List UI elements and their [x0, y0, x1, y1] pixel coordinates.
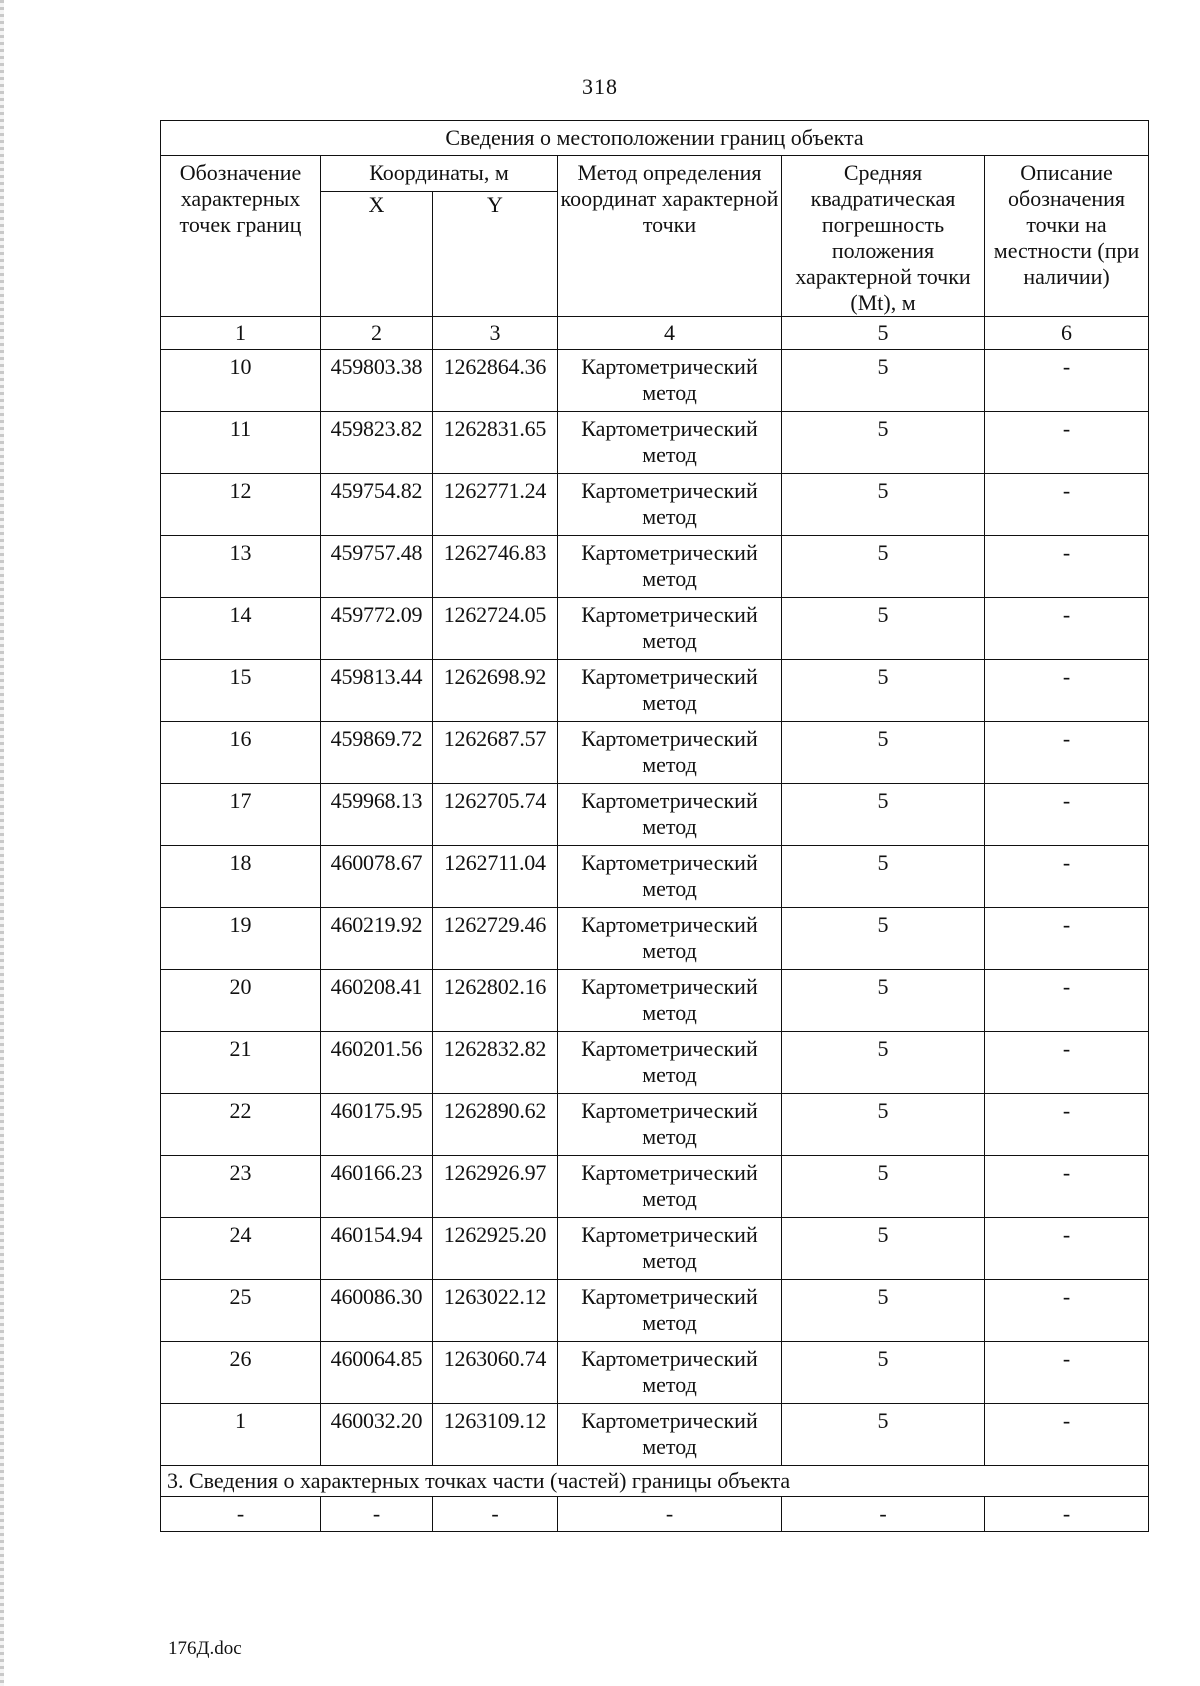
- description-cell: -: [985, 1280, 1149, 1342]
- method-line: Картометрический: [581, 788, 758, 813]
- method-line: Картометрический: [581, 664, 758, 689]
- method-cell: [558, 660, 782, 722]
- accuracy-cell: 5: [782, 598, 985, 660]
- section3-row: [161, 1497, 1149, 1532]
- accuracy-cell: 5: [782, 784, 985, 846]
- point-cell: 12: [161, 474, 321, 536]
- table-row: [161, 660, 1149, 722]
- column-number: 6: [985, 317, 1149, 350]
- table-row: [161, 1094, 1149, 1156]
- point-cell: 10: [161, 350, 321, 412]
- method-line: метод: [642, 504, 697, 529]
- table-row: [161, 412, 1149, 474]
- boundary-table: [160, 120, 1149, 1532]
- point-cell: 17: [161, 784, 321, 846]
- x-coordinate-cell: 460078.67: [321, 846, 433, 908]
- accuracy-cell: 5: [782, 722, 985, 784]
- method-cell: [558, 722, 782, 784]
- y-coordinate-cell: 1262746.83: [433, 536, 558, 598]
- point-cell: 15: [161, 660, 321, 722]
- description-cell: -: [985, 722, 1149, 784]
- y-coordinate-cell: 1262687.57: [433, 722, 558, 784]
- section3-title: 3. Сведения о характерных точках части (частей) границы объекта: [161, 1466, 1149, 1497]
- header-description: Описание обозначения точки на местности (при наличии): [985, 156, 1149, 317]
- accuracy-cell: 5: [782, 846, 985, 908]
- section3-cell: -: [558, 1497, 782, 1532]
- section3-cell: -: [433, 1497, 558, 1532]
- y-coordinate-cell: 1263109.12: [433, 1404, 558, 1466]
- method-cell: [558, 1156, 782, 1218]
- table-row: [161, 1032, 1149, 1094]
- y-coordinate-cell: 1262771.24: [433, 474, 558, 536]
- point-cell: 11: [161, 412, 321, 474]
- table-row: [161, 1342, 1149, 1404]
- description-cell: -: [985, 474, 1149, 536]
- method-line: Картометрический: [581, 478, 758, 503]
- description-cell: -: [985, 784, 1149, 846]
- method-line: Картометрический: [581, 912, 758, 937]
- table-row: [161, 598, 1149, 660]
- point-cell: 13: [161, 536, 321, 598]
- method-cell: [558, 970, 782, 1032]
- method-line: метод: [642, 566, 697, 591]
- accuracy-cell: 5: [782, 536, 985, 598]
- x-coordinate-cell: 459772.09: [321, 598, 433, 660]
- point-cell: 1: [161, 1404, 321, 1466]
- header-point: Обозначение характерных точек границ: [161, 156, 321, 317]
- y-coordinate-cell: 1262864.36: [433, 350, 558, 412]
- table-row: [161, 1280, 1149, 1342]
- method-line: Картометрический: [581, 602, 758, 627]
- header-coords: Координаты, м: [321, 156, 558, 192]
- section3-cell: -: [985, 1497, 1149, 1532]
- method-line: Картометрический: [581, 416, 758, 441]
- method-cell: [558, 1032, 782, 1094]
- header-y: Y: [433, 192, 558, 317]
- accuracy-cell: 5: [782, 970, 985, 1032]
- method-line: метод: [642, 1310, 697, 1335]
- y-coordinate-cell: 1262926.97: [433, 1156, 558, 1218]
- y-coordinate-cell: 1262802.16: [433, 970, 558, 1032]
- table-row: [161, 474, 1149, 536]
- point-cell: 26: [161, 1342, 321, 1404]
- x-coordinate-cell: 460201.56: [321, 1032, 433, 1094]
- method-cell: [558, 784, 782, 846]
- accuracy-cell: 5: [782, 1218, 985, 1280]
- method-line: метод: [642, 1372, 697, 1397]
- y-coordinate-cell: 1262711.04: [433, 846, 558, 908]
- description-cell: -: [985, 846, 1149, 908]
- point-cell: 14: [161, 598, 321, 660]
- point-cell: 16: [161, 722, 321, 784]
- y-coordinate-cell: 1262831.65: [433, 412, 558, 474]
- scan-edge: [0, 0, 4, 1686]
- point-cell: 19: [161, 908, 321, 970]
- point-cell: 24: [161, 1218, 321, 1280]
- method-cell: [558, 598, 782, 660]
- x-coordinate-cell: 459754.82: [321, 474, 433, 536]
- method-cell: [558, 474, 782, 536]
- point-cell: 21: [161, 1032, 321, 1094]
- method-cell: [558, 1342, 782, 1404]
- y-coordinate-cell: 1262890.62: [433, 1094, 558, 1156]
- method-line: метод: [642, 814, 697, 839]
- table-row: [161, 350, 1149, 412]
- x-coordinate-cell: 460175.95: [321, 1094, 433, 1156]
- method-line: Картометрический: [581, 1408, 758, 1433]
- method-line: метод: [642, 1000, 697, 1025]
- y-coordinate-cell: 1262832.82: [433, 1032, 558, 1094]
- section3-cell: -: [321, 1497, 433, 1532]
- description-cell: -: [985, 1032, 1149, 1094]
- method-line: метод: [642, 690, 697, 715]
- method-line: Картометрический: [581, 1036, 758, 1061]
- description-cell: -: [985, 970, 1149, 1032]
- y-coordinate-cell: 1262705.74: [433, 784, 558, 846]
- description-cell: -: [985, 1156, 1149, 1218]
- x-coordinate-cell: 459823.82: [321, 412, 433, 474]
- table-title: Сведения о местоположении границ объекта: [161, 121, 1149, 156]
- x-coordinate-cell: 460064.85: [321, 1342, 433, 1404]
- column-number: 2: [321, 317, 433, 350]
- x-coordinate-cell: 460154.94: [321, 1218, 433, 1280]
- table-row: [161, 908, 1149, 970]
- table-row: [161, 970, 1149, 1032]
- y-coordinate-cell: 1263060.74: [433, 1342, 558, 1404]
- table-row: [161, 1218, 1149, 1280]
- point-cell: 22: [161, 1094, 321, 1156]
- method-cell: [558, 412, 782, 474]
- method-line: Картометрический: [581, 1098, 758, 1123]
- point-cell: 25: [161, 1280, 321, 1342]
- method-line: Картометрический: [581, 1222, 758, 1247]
- method-line: метод: [642, 1062, 697, 1087]
- x-coordinate-cell: 459968.13: [321, 784, 433, 846]
- method-line: Картометрический: [581, 726, 758, 751]
- x-coordinate-cell: 460166.23: [321, 1156, 433, 1218]
- description-cell: -: [985, 1094, 1149, 1156]
- accuracy-cell: 5: [782, 1342, 985, 1404]
- description-cell: -: [985, 350, 1149, 412]
- x-coordinate-cell: 460208.41: [321, 970, 433, 1032]
- section3-cell: -: [161, 1497, 321, 1532]
- x-coordinate-cell: 459813.44: [321, 660, 433, 722]
- x-coordinate-cell: 459869.72: [321, 722, 433, 784]
- method-line: метод: [642, 1434, 697, 1459]
- accuracy-cell: 5: [782, 1032, 985, 1094]
- method-cell: [558, 1280, 782, 1342]
- y-coordinate-cell: 1262698.92: [433, 660, 558, 722]
- method-line: Картометрический: [581, 540, 758, 565]
- method-cell: [558, 1404, 782, 1466]
- column-number: 5: [782, 317, 985, 350]
- column-number-row: [161, 317, 1149, 350]
- method-line: метод: [642, 442, 697, 467]
- method-line: метод: [642, 628, 697, 653]
- accuracy-cell: 5: [782, 1404, 985, 1466]
- section3-cell: -: [782, 1497, 985, 1532]
- accuracy-cell: 5: [782, 1094, 985, 1156]
- accuracy-cell: 5: [782, 1280, 985, 1342]
- method-line: Картометрический: [581, 850, 758, 875]
- y-coordinate-cell: 1262925.20: [433, 1218, 558, 1280]
- table-row: [161, 784, 1149, 846]
- accuracy-cell: 5: [782, 412, 985, 474]
- x-coordinate-cell: 460032.20: [321, 1404, 433, 1466]
- column-number: 4: [558, 317, 782, 350]
- table-row: [161, 846, 1149, 908]
- method-line: Картометрический: [581, 1284, 758, 1309]
- y-coordinate-cell: 1262729.46: [433, 908, 558, 970]
- header-accuracy: Средняя квадратическая погрешность положения характерной точки (Mt), м: [782, 156, 985, 317]
- page-number: 318: [582, 74, 618, 99]
- accuracy-cell: 5: [782, 908, 985, 970]
- method-line: Картометрический: [581, 1346, 758, 1371]
- method-line: Картометрический: [581, 974, 758, 999]
- table-row: [161, 722, 1149, 784]
- method-line: Картометрический: [581, 354, 758, 379]
- description-cell: -: [985, 1218, 1149, 1280]
- footer-filename: 176Д.doc: [168, 1638, 242, 1659]
- table-row: [161, 1156, 1149, 1218]
- header-method: Метод определения координат характерной точки: [558, 156, 782, 317]
- x-coordinate-cell: 460086.30: [321, 1280, 433, 1342]
- method-line: метод: [642, 752, 697, 777]
- method-line: метод: [642, 380, 697, 405]
- x-coordinate-cell: 460219.92: [321, 908, 433, 970]
- column-number: 3: [433, 317, 558, 350]
- description-cell: -: [985, 908, 1149, 970]
- method-line: метод: [642, 876, 697, 901]
- table-row: [161, 536, 1149, 598]
- description-cell: -: [985, 660, 1149, 722]
- method-line: метод: [642, 938, 697, 963]
- description-cell: -: [985, 598, 1149, 660]
- method-line: Картометрический: [581, 1160, 758, 1185]
- point-cell: 20: [161, 970, 321, 1032]
- point-cell: 18: [161, 846, 321, 908]
- description-cell: -: [985, 536, 1149, 598]
- column-number: 1: [161, 317, 321, 350]
- y-coordinate-cell: 1262724.05: [433, 598, 558, 660]
- y-coordinate-cell: 1263022.12: [433, 1280, 558, 1342]
- description-cell: -: [985, 1404, 1149, 1466]
- method-line: метод: [642, 1248, 697, 1273]
- method-line: метод: [642, 1124, 697, 1149]
- point-cell: 23: [161, 1156, 321, 1218]
- method-cell: [558, 1094, 782, 1156]
- method-cell: [558, 536, 782, 598]
- header-x: X: [321, 192, 433, 317]
- accuracy-cell: 5: [782, 474, 985, 536]
- accuracy-cell: 5: [782, 350, 985, 412]
- method-line: метод: [642, 1186, 697, 1211]
- accuracy-cell: 5: [782, 660, 985, 722]
- method-cell: [558, 1218, 782, 1280]
- method-cell: [558, 350, 782, 412]
- accuracy-cell: 5: [782, 1156, 985, 1218]
- x-coordinate-cell: 459757.48: [321, 536, 433, 598]
- description-cell: -: [985, 412, 1149, 474]
- table-row: [161, 1404, 1149, 1466]
- method-cell: [558, 846, 782, 908]
- description-cell: -: [985, 1342, 1149, 1404]
- method-cell: [558, 908, 782, 970]
- x-coordinate-cell: 459803.38: [321, 350, 433, 412]
